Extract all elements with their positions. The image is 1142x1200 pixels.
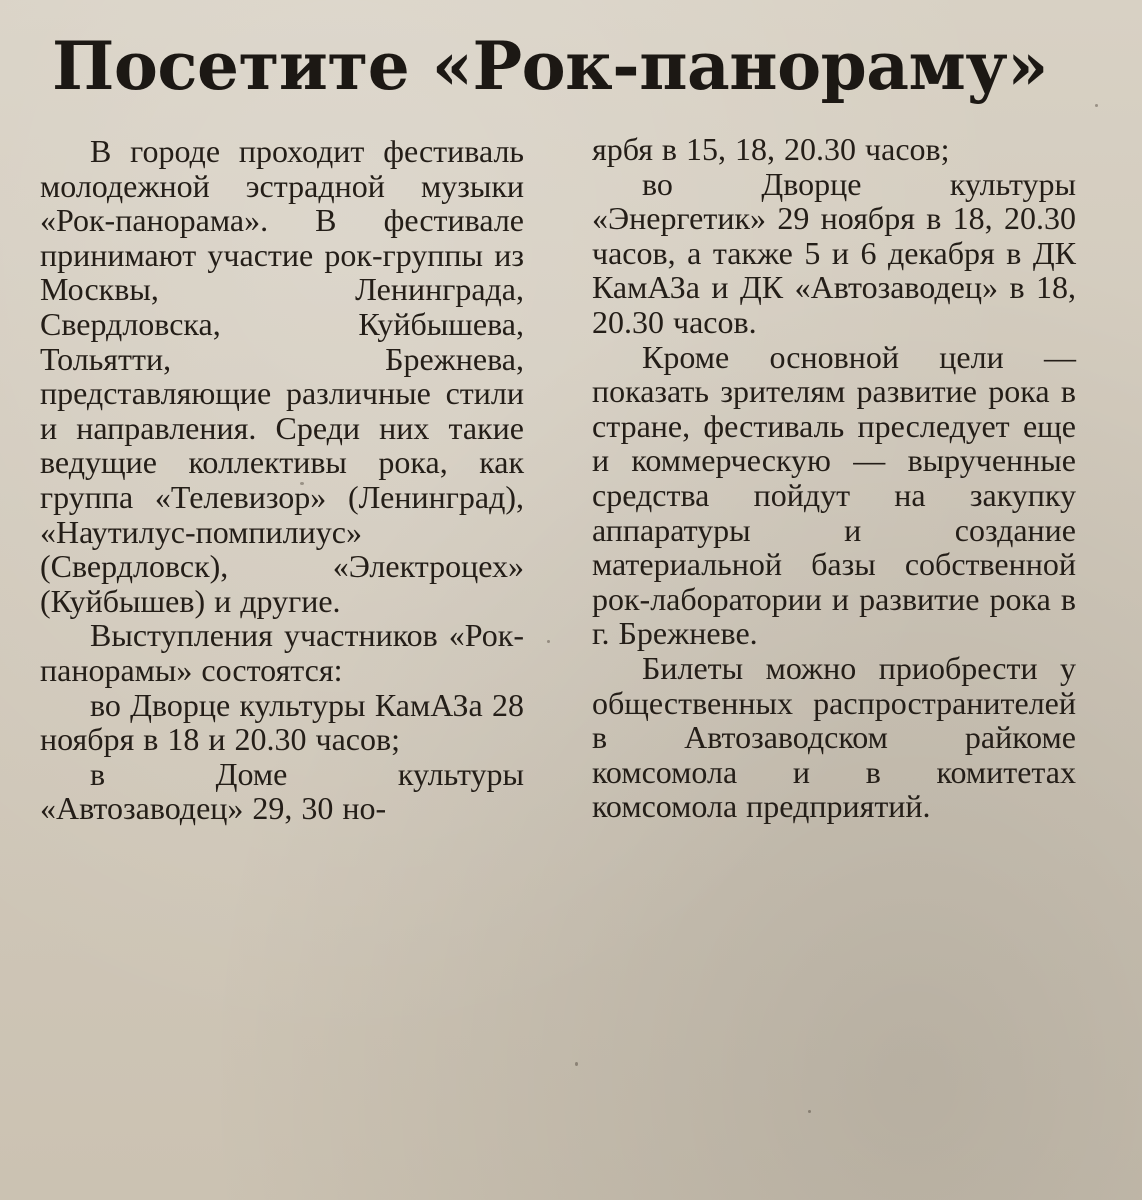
paragraph-festival-goals: Кроме основной цели — показать зрителям развитие рока в стране, фестиваль преследует еще и коммерческую — вырученные средства пойдут на закупку аппаратуры и создание материальной базы собственной рок-лаборатории и развитие рока в г. Брежневе. [592, 338, 1076, 652]
paragraph-avtozavodets-continued: ярбя в 15, 18, 20.30 часов; [592, 131, 950, 167]
article-headline: Посетите «Рок-панораму» [52, 27, 1048, 105]
right-column [592, 132, 1076, 824]
left-column [40, 134, 524, 826]
paper-speck [808, 1110, 811, 1113]
paragraph-avtozavodets-house: в Доме культуры «Автозаводец» 29, 30 но- [40, 755, 524, 827]
paragraph-tickets: Билеты можно приобрести у общественных распространителей в Автозаводском райкоме комсомола и в комитетах комсомола предприятий. [592, 649, 1076, 825]
paragraph-kamaz-palace: во Дворце культуры КамАЗа 28 ноября в 18 и 20.30 часов; [40, 686, 524, 758]
paragraph-festival-intro: В городе проходит фестиваль молодежной эстрадной музыки «Рок-панорама». В фестивале принимают участие рок-группы из Москвы, Ленинграда, Свердловска, Куйбышева, Тольятти, Брежнева, представляющие различные стили и направления. Среди них такие ведущие коллективы рока, как группа «Телевизор» (Ленинград), «Наутилус-помпилиус» (Свердловск), «Электроцех» (Куйбышев) и другие. [40, 133, 524, 619]
paragraph-energetik-palace: во Дворце культуры «Энергетик» 29 ноября в 18, 20.30 часов, а также 5 и 6 декабря в ДК КамАЗа и ДК «Автозаводец» в 18, 20.30 часов. [592, 165, 1076, 340]
paper-speck [575, 1062, 578, 1066]
paragraph-performances-intro: Выступления участников «Рок-панорамы» состоятся: [40, 617, 524, 688]
paper-speck [547, 640, 550, 643]
